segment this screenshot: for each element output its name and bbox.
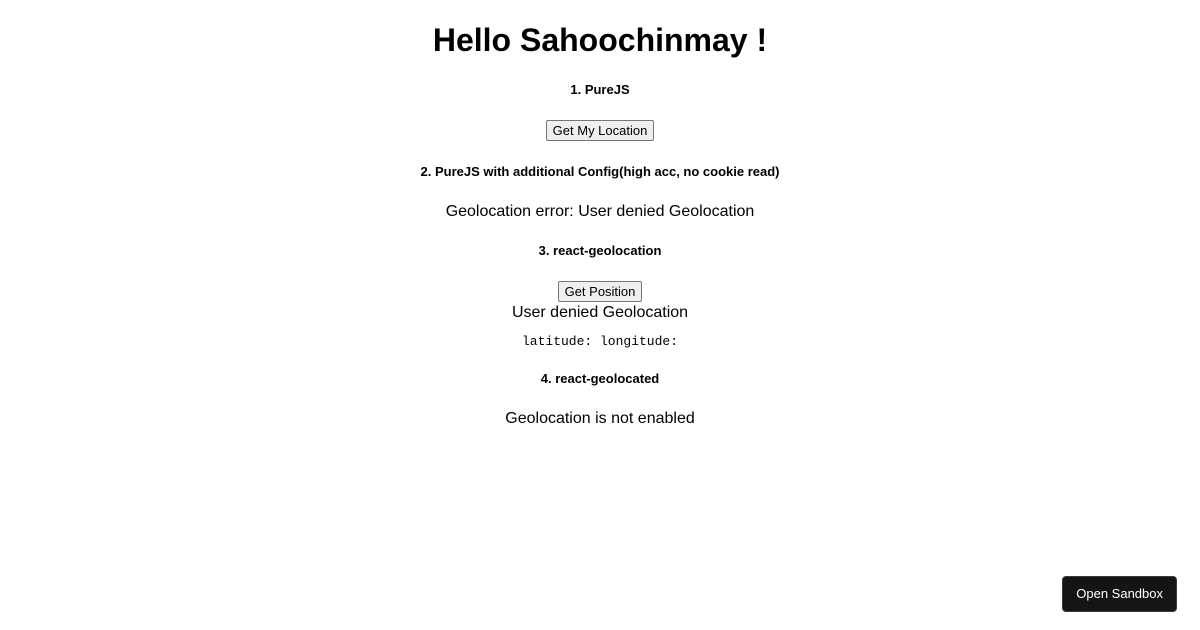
section-title-purejs-config: 2. PureJS with additional Config(high acc, no cookie read)	[420, 164, 780, 179]
get-my-location-wrapper	[0, 120, 1200, 141]
get-position-wrapper	[0, 281, 1200, 302]
section-title-react-geolocated: 4. react-geolocated	[540, 371, 660, 386]
get-my-location-button[interactable]: Get My Location	[546, 120, 655, 141]
get-position-button[interactable]: Get Position	[558, 281, 643, 302]
geolocation-error-message: Geolocation error: User denied Geolocation	[445, 203, 755, 220]
section-title-purejs: 1. PureJS	[570, 82, 630, 97]
open-sandbox-button[interactable]: Open Sandbox	[1062, 576, 1177, 612]
geolocation-not-enabled-message: Geolocation is not enabled	[505, 410, 695, 427]
page-title: Hello Sahoochinmay !	[432, 22, 768, 58]
coordinates-readout: latitude: longitude:	[521, 334, 679, 349]
section-title-react-geolocation: 3. react-geolocation	[538, 243, 662, 258]
user-denied-message: User denied Geolocation	[511, 304, 689, 321]
